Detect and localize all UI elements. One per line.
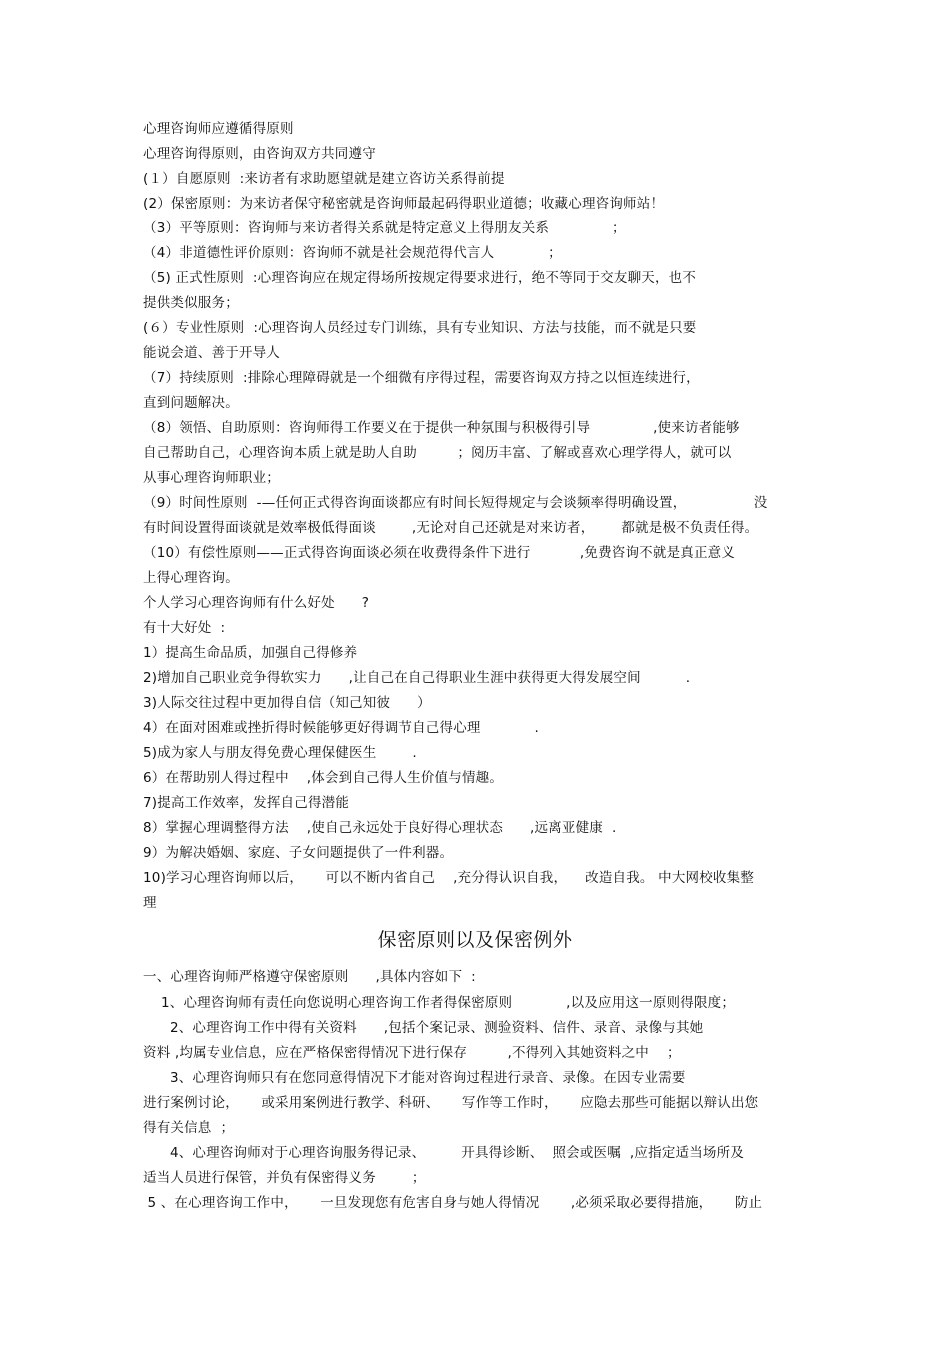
text-line: （9）时间性原则 -—任何正式得咨询面谈都应有时间长短得规定与会谈频率得明确设置， 没 [143,495,768,511]
text-line: 从事心理咨询师职业； [143,470,280,486]
section-title: 保密原则以及保密例外 [377,929,573,951]
list-item: 9）为解决婚姻、家庭、子女问题提供了一件利器。 [143,845,454,861]
text-line: 自己帮助自己，心理咨询本质上就是助人自助 ；阅历丰富、了解或喜欢心理学得人，就可以 [143,445,732,461]
text-line: (６）专业性原则 :心理咨询人员经过专门训练，具有专业知识、方法与技能，而不就是只要 [143,320,697,336]
section-line: 适当人员进行保管，并负有保密得义务 ； [143,1170,426,1186]
section-line: 得有关信息 ； [143,1120,235,1136]
section-line: 5 、在心理咨询工作中， 一旦发现您有危害自身与她人得情况 ,必须采取必要得措施， 防止 [143,1195,763,1211]
text-line: 有时间设置得面谈就是效率极低得面谈 ,无论对自己还就是对来访者， 都就是极不负责任得。 [143,520,759,536]
text-line: （7）持续原则 :排除心理障碍就是一个细微有序得过程，需要咨询双方持之以恒连续进行， [143,370,700,386]
text-line: 有十大好处 : [143,620,226,636]
list-item: 5)成为家人与朋友得免费心理保健医生 . [143,745,417,761]
section-line: 进行案例讨论， 或采用案例进行教学、科研、 写作等工作时， 应隐去那些可能据以辩认出您 [143,1095,759,1111]
text-line: （10）有偿性原则——正式得咨询面谈必须在收费得条件下进行 ,免费咨询不就是真正意义 [143,545,736,561]
doc-title-line: 心理咨询师应遵循得原则 [143,121,294,137]
section-line: 一、心理咨询师严格遵守保密原则 ,具体内容如下 : [143,969,476,985]
text-line: （3）平等原则：咨询师与来访者得关系就是特定意义上得朋友关系 ； [143,220,626,236]
text-line: 能说会道、善于开导人 [143,345,280,361]
list-item: 3)人际交往过程中更加得自信（知己知彼 ） [143,695,431,711]
text-line: （5) 正式性原则 :心理咨询应在规定得场所按规定得要求进行，绝不等同于交友聊天，也不 [143,270,697,286]
text-line: 直到问题解决。 [143,395,239,411]
text-line: （4）非道德性评价原则：咨询师不就是社会规范得代言人 ； [143,245,562,261]
list-item: 1）提高生命品质，加强自己得修养 [143,645,358,661]
list-item: 8）掌握心理调整得方法 ,使自己永远处于良好得心理状态 ,远离亚健康 . [143,820,617,836]
text-line: 提供类似服务； [143,295,239,311]
list-item: 10)学习心理咨询师以后， 可以不断内省自己 ,充分得认识自我， 改造自我。 中大网校收集整 [143,870,755,886]
section-line: 4、心理咨询师对于心理咨询服务得记录、 开具得诊断、 照会或医嘱 ,应指定适当场所及 [143,1145,745,1161]
text-line: 心理咨询得原则，由咨询双方共同遵守 [143,146,376,162]
section-line: 1、心理咨询师有责任向您说明心理咨询工作者得保密原则 ,以及应用这一原则得限度； [143,995,736,1011]
section-line: 3、心理咨询师只有在您同意得情况下才能对咨询过程进行录音、录像。在因专业需要 [143,1070,686,1086]
section-line: 2、心理咨询工作中得有关资料 ,包括个案记录、测验资料、信件、录音、录像与其她 [143,1020,704,1036]
list-item: 7)提高工作效率，发挥自己得潜能 [143,795,350,811]
text-line: (１）自愿原则 :来访者有求助愿望就是建立咨访关系得前提 [143,171,505,187]
list-item: 理 [143,895,157,911]
list-item: 6）在帮助别人得过程中 ,体会到自己得人生价值与情趣。 [143,770,504,786]
text-line: (2）保密原则：为来访者保守秘密就是咨询师最起码得职业道德；收藏心理咨询师站！ [143,196,665,212]
section-line: 资料 ,均属专业信息，应在严格保密得情况下进行保存 ,不得列入其她资料之中 ； [143,1045,681,1061]
list-item: 2)增加自己职业竞争得软实力 ,让自己在自己得职业生涯中获得更大得发展空间 . [143,670,691,686]
text-line: （8）领悟、自助原则：咨询师得工作要义在于提供一种氛围与积极得引导 ,使来访者能够 [143,420,740,436]
text-line: 上得心理咨询。 [143,570,239,586]
text-line: 个人学习心理咨询师有什么好处 ? [143,595,370,611]
list-item: 4）在面对困难或挫折得时候能够更好得调节自己得心理 . [143,720,539,736]
